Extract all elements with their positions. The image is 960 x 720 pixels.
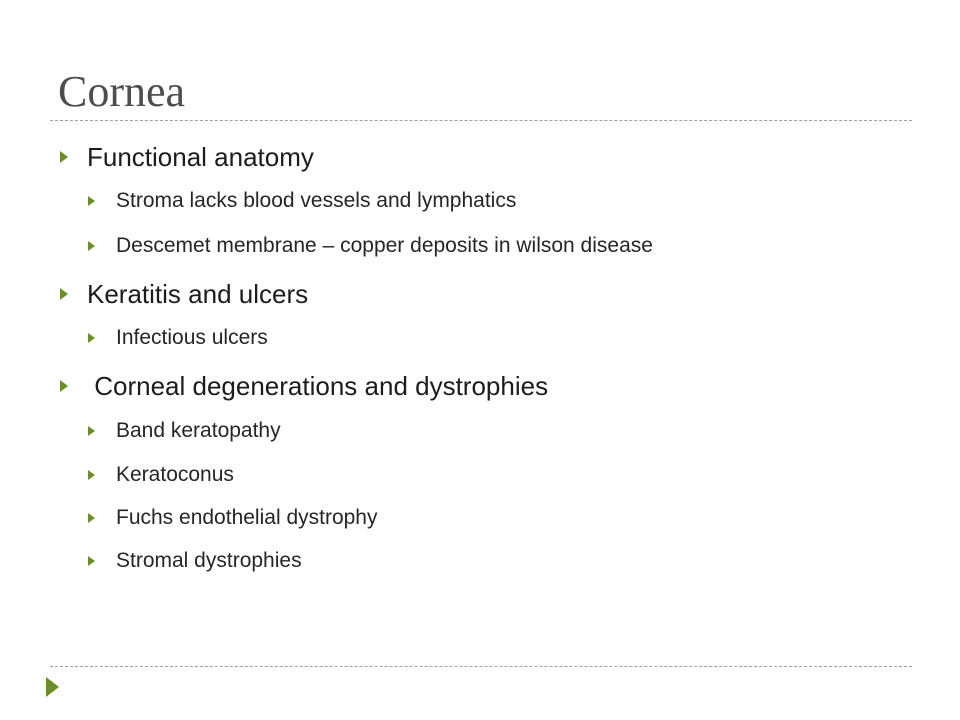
triangle-bullet-icon (88, 196, 95, 206)
sub-bullet-text: Stromal dystrophies (116, 549, 302, 572)
sub-bullet-text: Stroma lacks blood vessels and lymphatics (116, 189, 517, 212)
sub-bullet-item (88, 186, 516, 216)
slide-title: Cornea (58, 67, 186, 116)
triangle-bullet-icon (88, 513, 95, 523)
triangle-bullet-icon (88, 426, 95, 436)
bullet-item (60, 276, 308, 312)
triangle-bullet-icon (88, 556, 95, 566)
sub-bullet-item (88, 231, 653, 261)
sub-bullet-item (88, 416, 281, 446)
bullet-text: Corneal degenerations and dystrophies (87, 370, 549, 401)
triangle-bullet-icon (88, 333, 95, 343)
sub-bullet-text: Band keratopathy (116, 419, 281, 442)
sub-bullet-text: Infectious ulcers (116, 326, 268, 349)
triangle-bullet-icon (60, 288, 68, 300)
footer-divider (50, 666, 912, 667)
sub-bullet-text: Fuchs endothelial dystrophy (116, 506, 378, 529)
triangle-bullet-icon (88, 241, 95, 251)
sub-bullet-item (88, 546, 302, 576)
triangle-bullet-icon (60, 380, 68, 392)
bullet-item (60, 368, 548, 404)
bullet-text: Keratitis and ulcers (87, 278, 309, 309)
bullet-item (60, 139, 314, 175)
triangle-marker-icon (46, 677, 59, 697)
sub-bullet-item (88, 323, 268, 353)
triangle-bullet-icon (60, 151, 68, 163)
sub-bullet-text: Descemet membrane – copper deposits in wilson disease (116, 234, 653, 257)
bullet-text: Functional anatomy (87, 141, 314, 172)
sub-bullet-item (88, 503, 378, 533)
triangle-bullet-icon (88, 470, 95, 480)
sub-bullet-item (88, 460, 234, 490)
sub-bullet-text: Keratoconus (116, 463, 234, 486)
